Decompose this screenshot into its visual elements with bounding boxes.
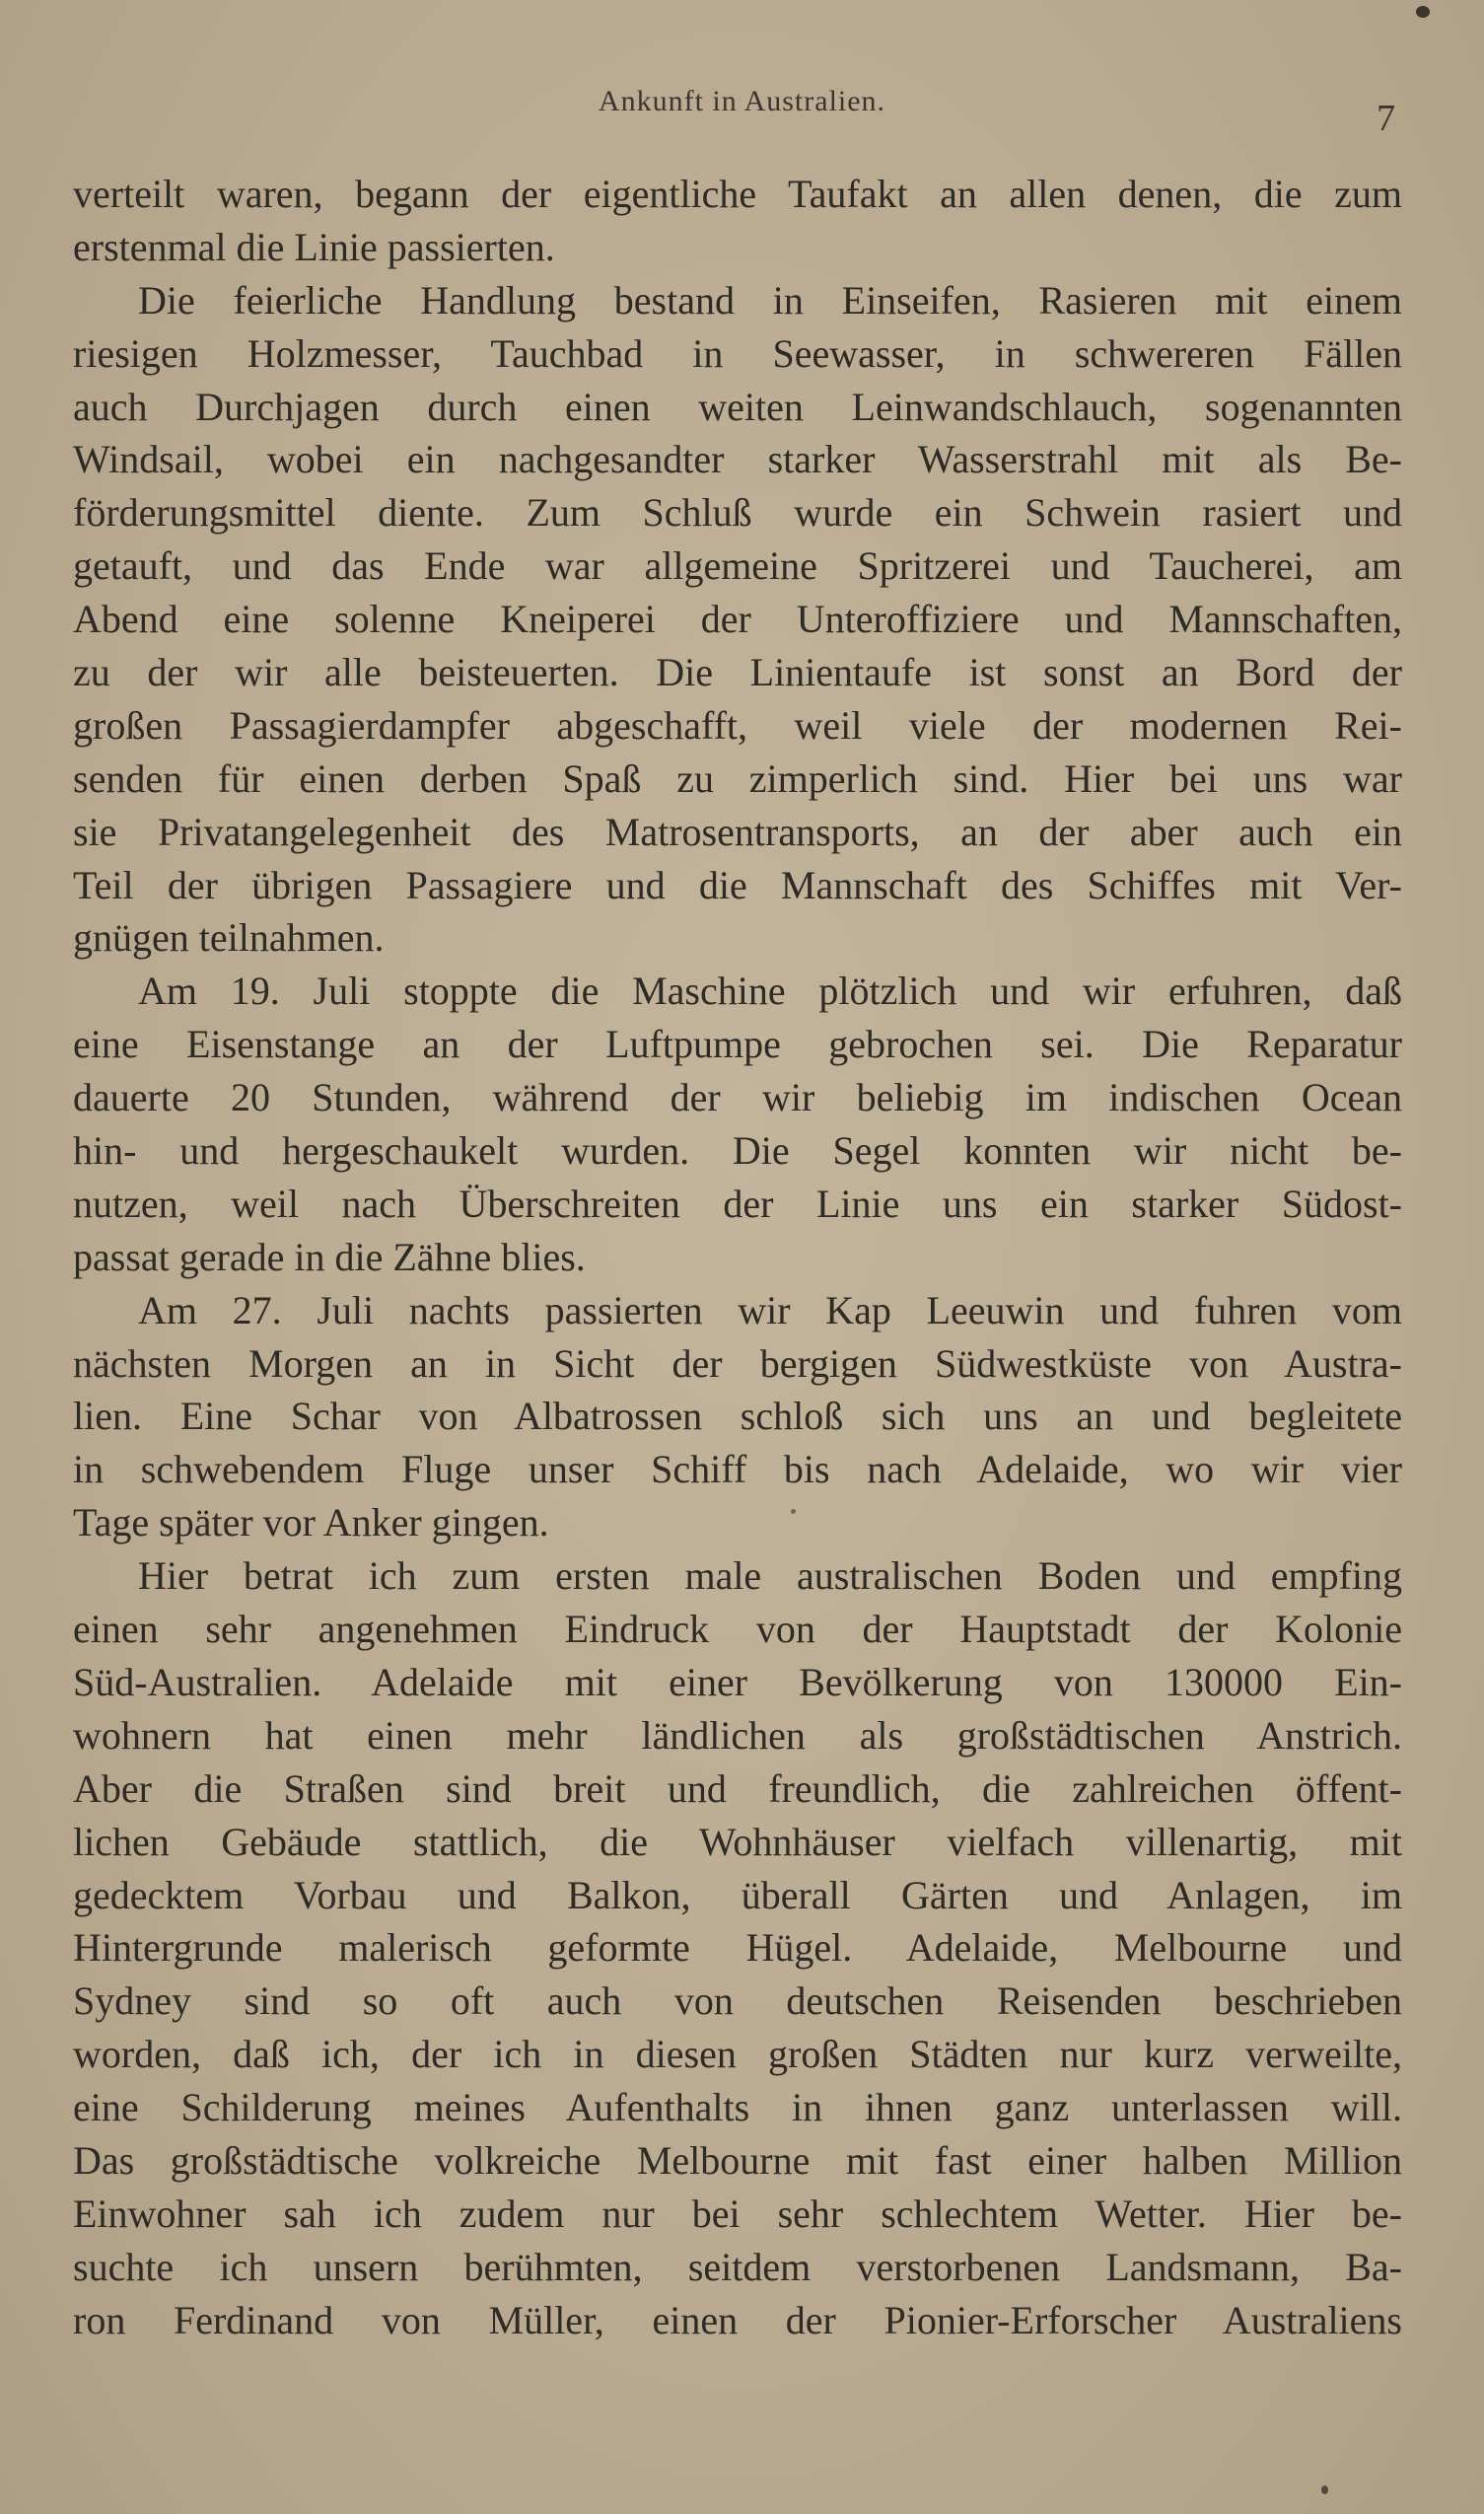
ink-speck xyxy=(791,1509,796,1514)
text-line: verteilt waren, begann der eigentliche Taufakt an allen denen, die zum xyxy=(73,172,1402,216)
text-line: in schwebendem Fluge unser Schiff bis nach Adelaide, wo wir vier xyxy=(73,1447,1402,1492)
page-number: 7 xyxy=(1377,98,1395,139)
text-line: Sydney sind so oft auch von deutschen Reisenden beschrieben xyxy=(73,1978,1402,2024)
text-line: Tage später vor Anker gingen. xyxy=(73,1500,549,1545)
ink-speck xyxy=(1321,2485,1328,2494)
text-line: Am 27. Juli nachts passierten wir Kap Leeuwin und fuhren vom xyxy=(138,1287,1402,1332)
text-line: einen sehr angenehmen Eindruck von der Hauptstadt der Kolonie xyxy=(73,1607,1402,1652)
text-line: erstenmal die Linie passierten. xyxy=(73,224,555,269)
text-line: dauerte 20 Stunden, während der wir beliebig im indischen Ocean xyxy=(73,1075,1402,1120)
ink-speck xyxy=(1416,6,1430,18)
text-line: gnügen teilnahmen. xyxy=(73,915,385,961)
text-line: passat gerade in die Zähne blies. xyxy=(73,1234,586,1279)
running-head: Ankunft in Australien. xyxy=(598,85,886,117)
text-line: hin- und hergeschaukelt wurden. Die Segel konnten wir nicht be- xyxy=(73,1128,1402,1174)
text-line: getauft, und das Ende war allgemeine Spritzerei und Taucherei, am xyxy=(73,543,1402,589)
text-line: wohnern hat einen mehr ländlichen als großstädtischen Anstrich. xyxy=(73,1712,1402,1758)
text-line: lichen Gebäude stattlich, die Wohnhäuser vielfach villenartig, mit xyxy=(73,1819,1402,1864)
text-line: ron Ferdinand von Müller, einen der Pionier-Erforscher Australiens xyxy=(73,2297,1402,2342)
text-line: suchte ich unsern berühmten, seitdem verstorbenen Landsmann, Ba- xyxy=(73,2244,1402,2289)
text-line: großen Passagierdampfer abgeschafft, weil viele der modernen Rei- xyxy=(73,702,1402,748)
text-line: worden, daß ich, der ich in diesen großen Städten nur kurz verweilte, xyxy=(73,2032,1402,2077)
text-line: Einwohner sah ich zudem nur bei sehr schlechtem Wetter. Hier be- xyxy=(73,2191,1402,2236)
text-line: Hier betrat ich zum ersten male australischen Boden und empfing xyxy=(138,1553,1402,1599)
text-line: Am 19. Juli stoppte die Maschine plötzlich und wir erfuhren, daß xyxy=(138,969,1402,1014)
body-text xyxy=(73,168,1402,2347)
text-line: senden für einen derben Spaß zu zimperlich sind. Hier bei uns war xyxy=(73,755,1402,801)
text-line: nächsten Morgen an in Sicht der bergigen Südwestküste von Austra- xyxy=(73,1340,1402,1386)
text-line: Windsail, wobei ein nachgesandter starker Wasserstrahl mit als Be- xyxy=(73,437,1402,482)
text-line: Süd-Australien. Adelaide mit einer Bevölkerung von 130000 Ein- xyxy=(73,1659,1402,1704)
text-line: Abend eine solenne Kneiperei der Unteroffiziere und Mannschaften, xyxy=(73,597,1402,642)
text-line: Hintergrunde malerisch geformte Hügel. Adelaide, Melbourne und xyxy=(73,1925,1402,1971)
text-line: nutzen, weil nach Überschreiten der Linie uns ein starker Südost- xyxy=(73,1181,1402,1226)
text-line: Aber die Straßen sind breit und freundlich, die zahlreichen öffent- xyxy=(73,1765,1402,1811)
text-line: eine Eisenstange an der Luftpumpe gebrochen sei. Die Reparatur xyxy=(73,1022,1402,1067)
text-line: zu der wir alle beisteuerten. Die Linientaufe ist sonst an Bord der xyxy=(73,650,1402,695)
text-line: Das großstädtische volkreiche Melbourne mit fast einer halben Million xyxy=(73,2137,1402,2183)
text-line: förderungsmittel diente. Zum Schluß wurde ein Schwein rasiert und xyxy=(73,490,1402,536)
text-line: Teil der übrigen Passagiere und die Mannschaft des Schiffes mit Ver- xyxy=(73,862,1402,907)
text-line: Die feierliche Handlung bestand in Einseifen, Rasieren mit einem xyxy=(138,277,1402,323)
text-line: lien. Eine Schar von Albatrossen schloß sich uns an und begleitete xyxy=(73,1394,1402,1439)
text-line: riesigen Holzmesser, Tauchbad in Seewasser, in schwereren Fällen xyxy=(73,330,1402,376)
text-line: auch Durchjagen durch einen weiten Leinwandschlauch, sogenannten xyxy=(73,384,1402,429)
text-line: eine Schilderung meines Aufenthalts in ihnen ganz unterlassen will. xyxy=(73,2085,1402,2130)
text-line: sie Privatangelegenheit des Matrosentransports, an der aber auch ein xyxy=(73,809,1402,854)
text-line: gedecktem Vorbau und Balkon, überall Gärten und Anlagen, im xyxy=(73,1872,1402,1917)
